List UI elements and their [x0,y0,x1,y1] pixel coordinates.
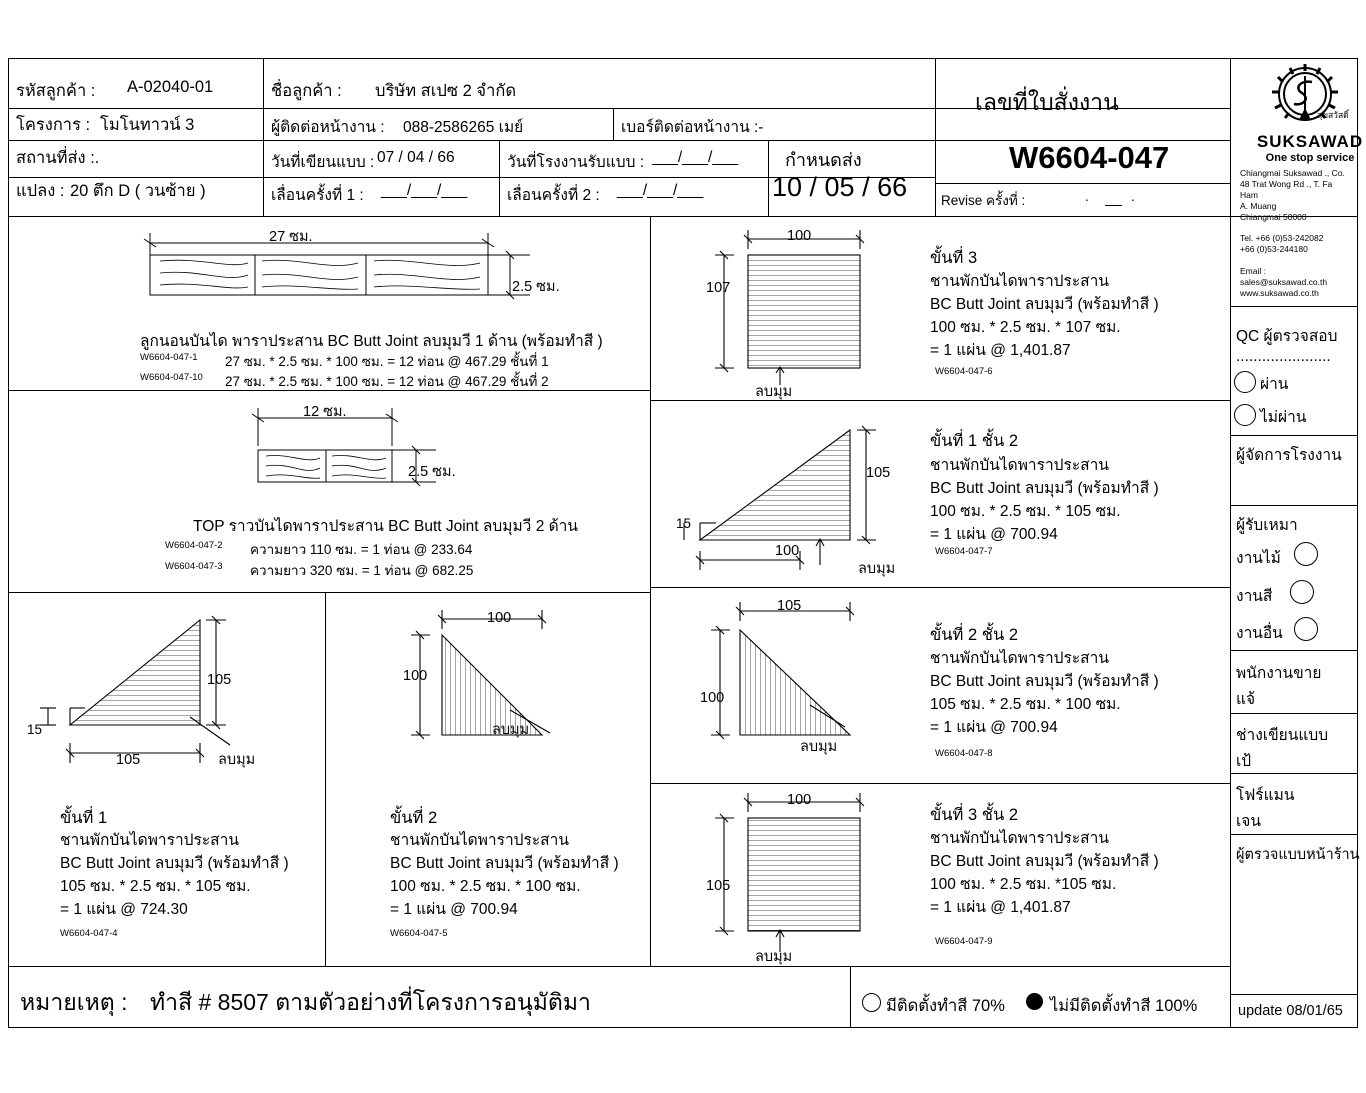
sales-name: แจ้ [1236,691,1256,708]
body-center-rule [650,216,651,966]
step1-floor2-dim-v: 105 [866,465,891,481]
drafter-label: ช่างเขียนแบบ [1236,727,1329,744]
paint-work-label: งานสี [1236,588,1273,605]
landing-step1-drawing [30,605,310,785]
option-installed-label: มีติดตั้งทำสี 70% [886,997,1005,1015]
factory-receive-value: ___/___/___ [652,149,739,166]
step3-floor2-dim-v: 105 [706,878,731,894]
customer-name-label: ชื่อลูกค้า : [271,82,342,100]
step3-floor2-code: W6604-047-9 [935,936,993,947]
step3-floor2-dim-h: 100 [787,792,812,808]
handrail-line-1: ความยาว 110 ซม. = 1 ท่อน @ 233.64 [250,542,473,557]
step1-floor2-desc: ชานพักบันไดพาราประสาน [930,457,1109,474]
header-rule [935,183,1230,184]
postpone2-value: ___/___/___ [617,182,704,199]
customer-code-value: A-02040-01 [127,78,214,96]
step3-floor2-desc: ชานพักบันไดพาราประสาน [930,830,1109,847]
landing-step2-code: W6604-047-5 [390,928,448,939]
step1-floor2-desc: 100 ซม. * 2.5 ซม. * 105 ซม. [930,503,1121,520]
contractor-label: ผู้รับเหมา [1236,517,1298,534]
landing-step1-desc: 105 ซม. * 2.5 ซม. * 105 ซม. [60,878,251,895]
step3-desc: ชานพักบันไดพาราประสาน [930,273,1109,290]
customer-code-label: รหัสลูกค้า : [16,82,96,100]
tread-code-1: W6604-047-1 [140,352,198,363]
company-thai-mark: สุขสวัสดิ์ [1317,110,1349,120]
foreman-name: เจน [1236,813,1261,830]
right-panel-rule [1230,505,1358,506]
body-rule [650,587,1230,588]
header-col-rule [935,58,936,216]
step1-floor2-dim-small: 15 [676,516,692,531]
tread-line-1: 27 ซม. * 2.5 ซม. * 100 ซม. = 12 ท่อน @ 467.29 ชั้นที่ 1 [225,354,549,369]
option-installed-radio[interactable] [862,993,881,1012]
right-panel-rule [1230,58,1231,1028]
step2-floor2-desc: 105 ซม. * 2.5 ซม. * 100 ซม. [930,696,1121,713]
footer-rule [8,966,1230,967]
right-panel-rule [1230,650,1358,651]
company-tel-line: +66 (0)53-244180 [1240,244,1308,254]
site-contact-label: ผู้ติดต่อหน้างาน : [271,119,385,136]
landing-step1-desc: = 1 แผ่น @ 724.30 [60,901,188,918]
step2-floor2-desc: BC Butt Joint ลบมุมวี (พร้อมทำสี ) [930,673,1159,690]
step2-floor2-desc: ชานพักบันไดพาราประสาน [930,650,1109,667]
order-no-label: เลขที่ใบสั่งงาน [975,89,1119,115]
landing-step1-dim-h: 105 [116,752,141,768]
company-address-line: Chiangmai Suksawad ., Co. [1240,168,1345,178]
postpone1-label: เลื่อนครั้งที่ 1 : [271,187,364,204]
company-address-line: A. Muang [1240,201,1277,211]
landing-step1-dim-v: 105 [207,672,232,688]
right-panel-rule [1230,713,1358,714]
tread-dim-side: 2.5 ซม. [512,279,560,295]
step1-floor2-code: W6604-047-7 [935,546,993,557]
landing-step2-dim-v: 100 [403,668,428,684]
landing-step1-title: ขั้นที่ 1 [60,809,108,827]
revise-value: . [1085,189,1089,204]
landing-step2-drawing [400,605,630,785]
step1-floor2-desc: = 1 แผ่น @ 700.94 [930,526,1058,543]
landing-step2-desc: 100 ซม. * 2.5 ซม. * 100 ซม. [390,878,581,895]
qc-label: QC ผู้ตรวจสอบ [1236,328,1338,345]
header-col-rule [768,140,769,216]
handrail-code-2: W6604-047-3 [165,561,223,572]
ship-to-label: สถานที่ส่ง :. [16,149,100,167]
tread-board-drawing [130,225,550,335]
fail-label: ไม่ผ่าน [1260,409,1307,426]
tread-dim-top: 27 ซม. [269,229,313,245]
option-not-installed-label: ไม่มีติดตั้งทำสี 100% [1050,997,1198,1015]
body-rule [650,400,1230,401]
company-name: SUKSAWAD [1256,132,1364,151]
company-email: sales@suksawad.co.th [1240,277,1328,287]
step3-floor2-desc: 100 ซม. * 2.5 ซม. *105 ซม. [930,876,1117,893]
step3-floor2-chamfer: ลบมุม [755,949,793,965]
step3-desc: = 1 แผ่น @ 1,401.87 [930,342,1071,359]
step2-floor2-desc: = 1 แผ่น @ 700.94 [930,719,1058,736]
revise-underline [1105,205,1122,206]
landing-step2-chamfer: ลบมุม [492,722,530,738]
step1-floor2-title: ขั้นที่ 1 ชั้น 2 [930,432,1019,450]
body-rule [8,592,650,593]
landing-step2-title: ขั้นที่ 2 [390,809,438,827]
header-col-rule [263,58,264,216]
step3-title: ขั้นที่ 3 [930,249,978,267]
step1-floor2-desc: BC Butt Joint ลบมุมวี (พร้อมทำสี ) [930,480,1159,497]
handrail-dim-side: 2.5 ซม. [408,464,456,480]
right-panel-rule [1230,306,1358,307]
step3-floor2-desc: BC Butt Joint ลบมุมวี (พร้อมทำสี ) [930,853,1159,870]
factory-manager-label: ผู้จัดการโรงงาน [1236,447,1342,464]
factory-receive-label: วันที่โรงงานรับแบบ : [507,154,645,171]
due-label: กำหนดส่ง [785,150,862,170]
project-label: โครงการ : [16,116,91,134]
other-work-radio[interactable] [1294,617,1318,641]
date-drawn-value: 07 / 04 / 66 [377,149,455,166]
customer-name-value: บริษัท สเปซ 2 จำกัด [375,82,517,100]
tread-code-2: W6604-047-10 [140,372,203,383]
order-no-value: W6604-047 [1009,140,1170,175]
shop-checker-label: ผู้ตรวจแบบหน้าร้าน [1236,847,1360,863]
step3-code: W6604-047-6 [935,366,993,377]
step2-floor2-title: ขั้นที่ 2 ชั้น 2 [930,626,1019,644]
company-address-line: Ham [1240,190,1258,200]
landing-step2-dim-h: 100 [487,610,512,626]
project-value: โมโนทาวน์ 3 [100,116,195,134]
tread-line-2: 27 ซม. * 2.5 ซม. * 100 ซม. = 12 ท่อน @ 467.29 ชั้นที่ 2 [225,374,549,389]
handrail-line-2: ความยาว 320 ซม. = 1 ท่อน @ 682.25 [250,563,474,578]
landing-step2-desc: BC Butt Joint ลบมุมวี (พร้อมทำสี ) [390,855,619,872]
tread-title: ลูกนอนบันได พาราประสาน BC Butt Joint ลบมุมวี 1 ด้าน (พร้อมทำสี ) [140,333,603,350]
plot-label: แปลง : [16,182,65,200]
header-col-rule [613,108,614,140]
landing-step1-floor2-drawing [680,410,920,580]
sales-label: พนักงานขาย [1236,665,1322,682]
postpone2-label: เลื่อนครั้งที่ 2 : [507,187,600,204]
landing-step1-desc: ชานพักบันไดพาราประสาน [60,832,239,849]
handrail-drawing [240,400,560,500]
revise-label: Revise ครั้งที่ : [941,193,1026,208]
note-text: ทำสี # 8507 ตามตัวอย่างที่โครงการอนุมัติมา [150,989,591,1015]
revise-value-2: . [1131,189,1135,204]
step3-floor2-title: ขั้นที่ 3 ชั้น 2 [930,806,1019,824]
update-label: update 08/01/65 [1238,1003,1343,1019]
landing-step1-desc: BC Butt Joint ลบมุมวี (พร้อมทำสี ) [60,855,289,872]
header-col-rule [499,140,500,216]
step2-floor2-code: W6604-047-8 [935,748,993,759]
step2-floor2-chamfer: ลบมุม [800,739,838,755]
step3-dim-v: 107 [706,280,731,296]
right-panel-rule [1230,834,1358,835]
pass-label: ผ่าน [1260,376,1289,393]
due-date: 10 / 05 / 66 [772,172,908,202]
company-address-line: Chiangmai 50000 [1240,212,1307,222]
note-label: หมายเหตุ : [20,989,128,1015]
paint-work-radio[interactable] [1290,580,1314,604]
wood-work-label: งานไม้ [1236,550,1281,567]
landing-step2-desc: = 1 แผ่น @ 700.94 [390,901,518,918]
step1-floor2-chamfer: ลบมุม [858,561,896,577]
qc-dots: ...................... [1236,348,1331,365]
handrail-dim-top: 12 ซม. [303,404,347,420]
body-rule [325,592,326,966]
right-panel-rule [1230,773,1358,774]
contact-number-label: เบอร์ติดต่อหน้างาน :- [621,119,764,136]
step3-desc: BC Butt Joint ลบมุมวี (พร้อมทำสี ) [930,296,1159,313]
footer-rule [1230,994,1358,995]
company-website: www.suksawad.co.th [1240,288,1319,298]
company-tel-line: Tel. +66 (0)53-242082 [1240,233,1324,243]
option-not-installed-radio[interactable] [1026,993,1043,1010]
other-work-label: งานอื่น [1236,625,1283,642]
date-drawn-label: วันที่เขียนแบบ : [271,154,375,171]
landing-step3-drawing [690,225,920,395]
fail-radio[interactable] [1234,404,1256,426]
company-tagline: One stop service [1265,152,1355,164]
company-address-line: 48 Trat Wong Rd ., T. Fa [1240,179,1333,189]
step1-floor2-dim-h: 100 [775,543,800,559]
landing-step1-dim-small: 15 [27,722,43,737]
handrail-code-1: W6604-047-2 [165,540,223,551]
body-rule [650,783,1230,784]
footer-rule [850,966,851,1028]
landing-step2-desc: ชานพักบันไดพาราประสาน [390,832,569,849]
landing-step1-chamfer: ลบมุม [218,752,256,768]
handrail-title: TOP ราวบันไดพาราประสาน BC Butt Joint ลบมุมวี 2 ด้าน [193,518,578,535]
drafter-name: เป้ [1236,753,1252,770]
landing-step1-code: W6604-047-4 [60,928,118,939]
postpone1-value: ___/___/___ [381,182,468,199]
right-panel-rule [1230,435,1358,436]
step3-floor2-desc: = 1 แผ่น @ 1,401.87 [930,899,1071,916]
company-email-label: Email : [1240,266,1266,276]
step2-floor2-dim-h: 105 [777,598,802,614]
step3-chamfer: ลบมุม [755,384,793,400]
site-contact-value: 088-2586265 เมย์ [403,119,524,136]
plot-value: 20 ตึก D ( วนซ้าย ) [70,182,206,200]
wood-work-radio[interactable] [1294,542,1318,566]
step3-dim-h: 100 [787,228,812,244]
header-bottom-rule [8,216,1358,217]
step2-floor2-dim-v: 100 [700,690,725,706]
step3-desc: 100 ซม. * 2.5 ซม. * 107 ซม. [930,319,1121,336]
pass-radio[interactable] [1234,371,1256,393]
foreman-label: โฟร์แมน [1236,787,1295,804]
